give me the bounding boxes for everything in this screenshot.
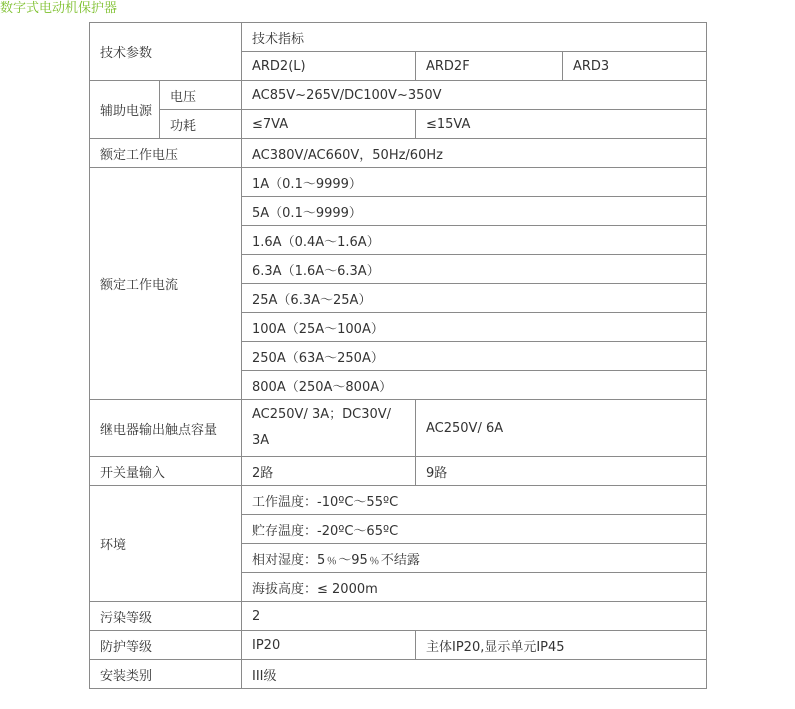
rated-current-label: 额定工作电流 (90, 168, 242, 400)
environment-value: 相对湿度：5﹪～95﹪不结露 (242, 544, 707, 573)
power-label: 功耗 (160, 110, 242, 139)
rated-current-value: 800A（250A～800A） (242, 371, 707, 400)
aux-power-label: 辅助电源 (90, 81, 160, 139)
spec-label: 技术指标 (242, 23, 707, 52)
table-row (90, 168, 707, 197)
model-cell: ARD2F (416, 52, 563, 81)
table-row (90, 139, 707, 168)
switch-input-label: 开关量输入 (90, 457, 242, 486)
table-row (90, 400, 707, 457)
power-value: ≤15VA (416, 110, 707, 139)
environment-value: 贮存温度：-20ºC～65ºC (242, 515, 707, 544)
page-title: 数字式电动机保护器 (0, 1, 118, 16)
relay-label: 继电器输出触点容量 (90, 400, 242, 457)
rated-current-value: 250A（63A～250A） (242, 342, 707, 371)
spec-table (89, 22, 707, 689)
rated-current-value: 5A（0.1～9999） (242, 197, 707, 226)
rated-current-value: 25A（6.3A～25A） (242, 284, 707, 313)
pollution-label: 污染等级 (90, 602, 242, 631)
protection-value: IP20 (242, 631, 416, 660)
rated-current-value: 1.6A（0.4A～1.6A） (242, 226, 707, 255)
rated-current-value: 100A（25A～100A） (242, 313, 707, 342)
table-row (90, 110, 707, 139)
relay-value: AC250V/ 6A (416, 400, 707, 457)
rated-voltage-value: AC380V/AC660V，50Hz/60Hz (242, 139, 707, 168)
table-row (90, 457, 707, 486)
relay-value: AC250V/ 3A；DC30V/ 3A (242, 400, 416, 457)
switch-input-value: 9路 (416, 457, 707, 486)
protection-label: 防护等级 (90, 631, 242, 660)
table-row (90, 660, 707, 689)
voltage-value: AC85V~265V/DC100V~350V (242, 81, 707, 110)
table-row (90, 631, 707, 660)
pollution-value: 2 (242, 602, 707, 631)
protection-value: 主体IP20,显示单元IP45 (416, 631, 707, 660)
table-row (90, 486, 707, 515)
model-cell: ARD2(L) (242, 52, 416, 81)
install-label: 安装类别 (90, 660, 242, 689)
param-label: 技术参数 (90, 23, 242, 81)
table-row (90, 23, 707, 52)
rated-current-value: 1A（0.1～9999） (242, 168, 707, 197)
table-row (90, 81, 707, 110)
model-cell: ARD3 (563, 52, 707, 81)
rated-voltage-label: 额定工作电压 (90, 139, 242, 168)
voltage-label: 电压 (160, 81, 242, 110)
table-row (90, 602, 707, 631)
switch-input-value: 2路 (242, 457, 416, 486)
environment-label: 环境 (90, 486, 242, 602)
environment-value: 海拔高度：≤ 2000m (242, 573, 707, 602)
environment-value: 工作温度：-10ºC～55ºC (242, 486, 707, 515)
power-value: ≤7VA (242, 110, 416, 139)
install-value: III级 (242, 660, 707, 689)
rated-current-value: 6.3A（1.6A～6.3A） (242, 255, 707, 284)
